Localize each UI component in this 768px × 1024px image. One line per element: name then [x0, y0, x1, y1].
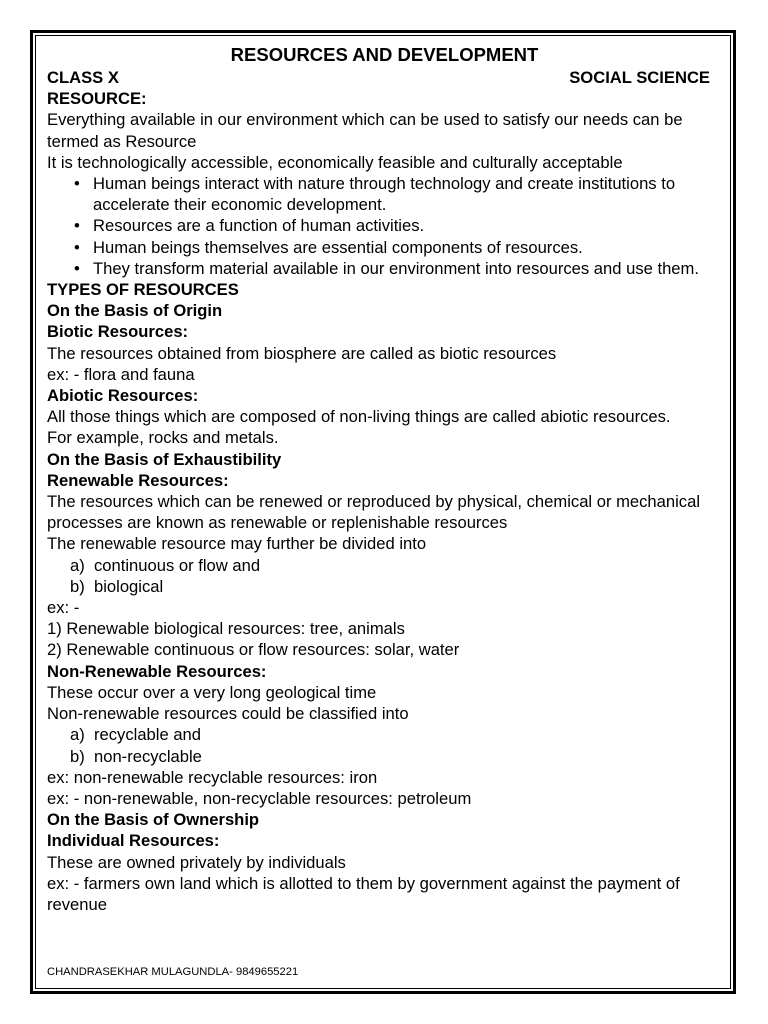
nonrenewable-ex-2: ex: - non-renewable, non-recyclable resources: petroleum: [47, 788, 472, 808]
biotic-example: ex: - flora and fauna: [47, 364, 195, 384]
renewable-ex-label: ex: -: [47, 598, 80, 618]
renewable-divided: The renewable resource may further be divided into: [47, 534, 427, 554]
list-item: [47, 746, 722, 767]
nonrenewable-text: These occur over a very long geological time: [47, 682, 377, 702]
nonrenewable-heading: Non-Renewable Resources:: [47, 661, 267, 681]
resource-accessibility: It is technologically accessible, economically feasible and culturally acceptable: [47, 152, 623, 172]
resource-definition: Everything available in our environment which can be used to satisfy our needs can be termed as Resource: [47, 110, 683, 151]
list-marker: a): [70, 555, 85, 575]
resource-heading: RESOURCE:: [47, 89, 147, 109]
renewable-ex-2: 2) Renewable continuous or flow resources: solar, water: [47, 640, 460, 660]
individual-heading: Individual Resources:: [47, 831, 220, 851]
class-label: CLASS X: [47, 68, 119, 87]
list-marker: b): [70, 746, 85, 766]
nonrenewable-list: [47, 724, 722, 766]
list-item: [47, 576, 722, 597]
nonrenewable-classified: Non-renewable resources could be classified into: [47, 704, 409, 724]
renewable-list: [47, 555, 722, 597]
renewable-ex-1: 1) Renewable biological resources: tree, animals: [47, 619, 405, 639]
list-item: • Resources are a function of human activities.: [47, 215, 722, 236]
page-title: RESOURCES AND DEVELOPMENT: [230, 44, 539, 65]
abiotic-example: For example, rocks and metals.: [47, 428, 279, 448]
abiotic-text: All those things which are composed of non-living things are called abiotic resources.: [47, 407, 671, 427]
origin-heading: On the Basis of Origin: [47, 301, 223, 321]
exhaustibility-heading: On the Basis of Exhaustibility: [47, 449, 282, 469]
individual-example: ex: - farmers own land which is allotted to them by government against the payment of revenue: [47, 873, 680, 914]
biotic-text: The resources obtained from biosphere are called as biotic resources: [47, 343, 557, 363]
nonrenewable-ex-1: ex: non-renewable recyclable resources: iron: [47, 767, 378, 787]
renewable-heading: Renewable Resources:: [47, 470, 229, 490]
list-item: [47, 555, 722, 576]
list-item: [47, 724, 722, 745]
list-text: recyclable and: [94, 725, 202, 745]
biotic-heading: Biotic Resources:: [47, 322, 189, 342]
list-text: biological: [94, 576, 164, 596]
list-text: continuous or flow and: [94, 555, 261, 575]
subject-label: SOCIAL SCIENCE: [569, 68, 710, 87]
resource-bullet-list: [47, 173, 722, 279]
abiotic-heading: Abiotic Resources:: [47, 386, 199, 406]
list-item: • Human beings interact with nature through technology and create institutions to accelerate their economic development.: [47, 173, 722, 215]
list-marker: a): [70, 725, 85, 745]
list-text: non-recyclable: [94, 746, 202, 766]
list-item: • They transform material available in our environment into resources and use them.: [47, 258, 722, 279]
document-body: [47, 43, 722, 915]
individual-text: These are owned privately by individuals: [47, 852, 346, 872]
footer-author: CHANDRASEKHAR MULAGUNDLA- 9849655221: [47, 966, 299, 978]
types-heading: TYPES OF RESOURCES: [47, 280, 239, 300]
class-subject-row: [47, 67, 722, 88]
renewable-text: The resources which can be renewed or reproduced by physical, chemical or mechanical processes are known as renewable or replenishable resources: [47, 492, 701, 533]
list-marker: b): [70, 576, 85, 596]
ownership-heading: On the Basis of Ownership: [47, 810, 260, 830]
list-item: • Human beings themselves are essential components of resources.: [47, 237, 722, 258]
